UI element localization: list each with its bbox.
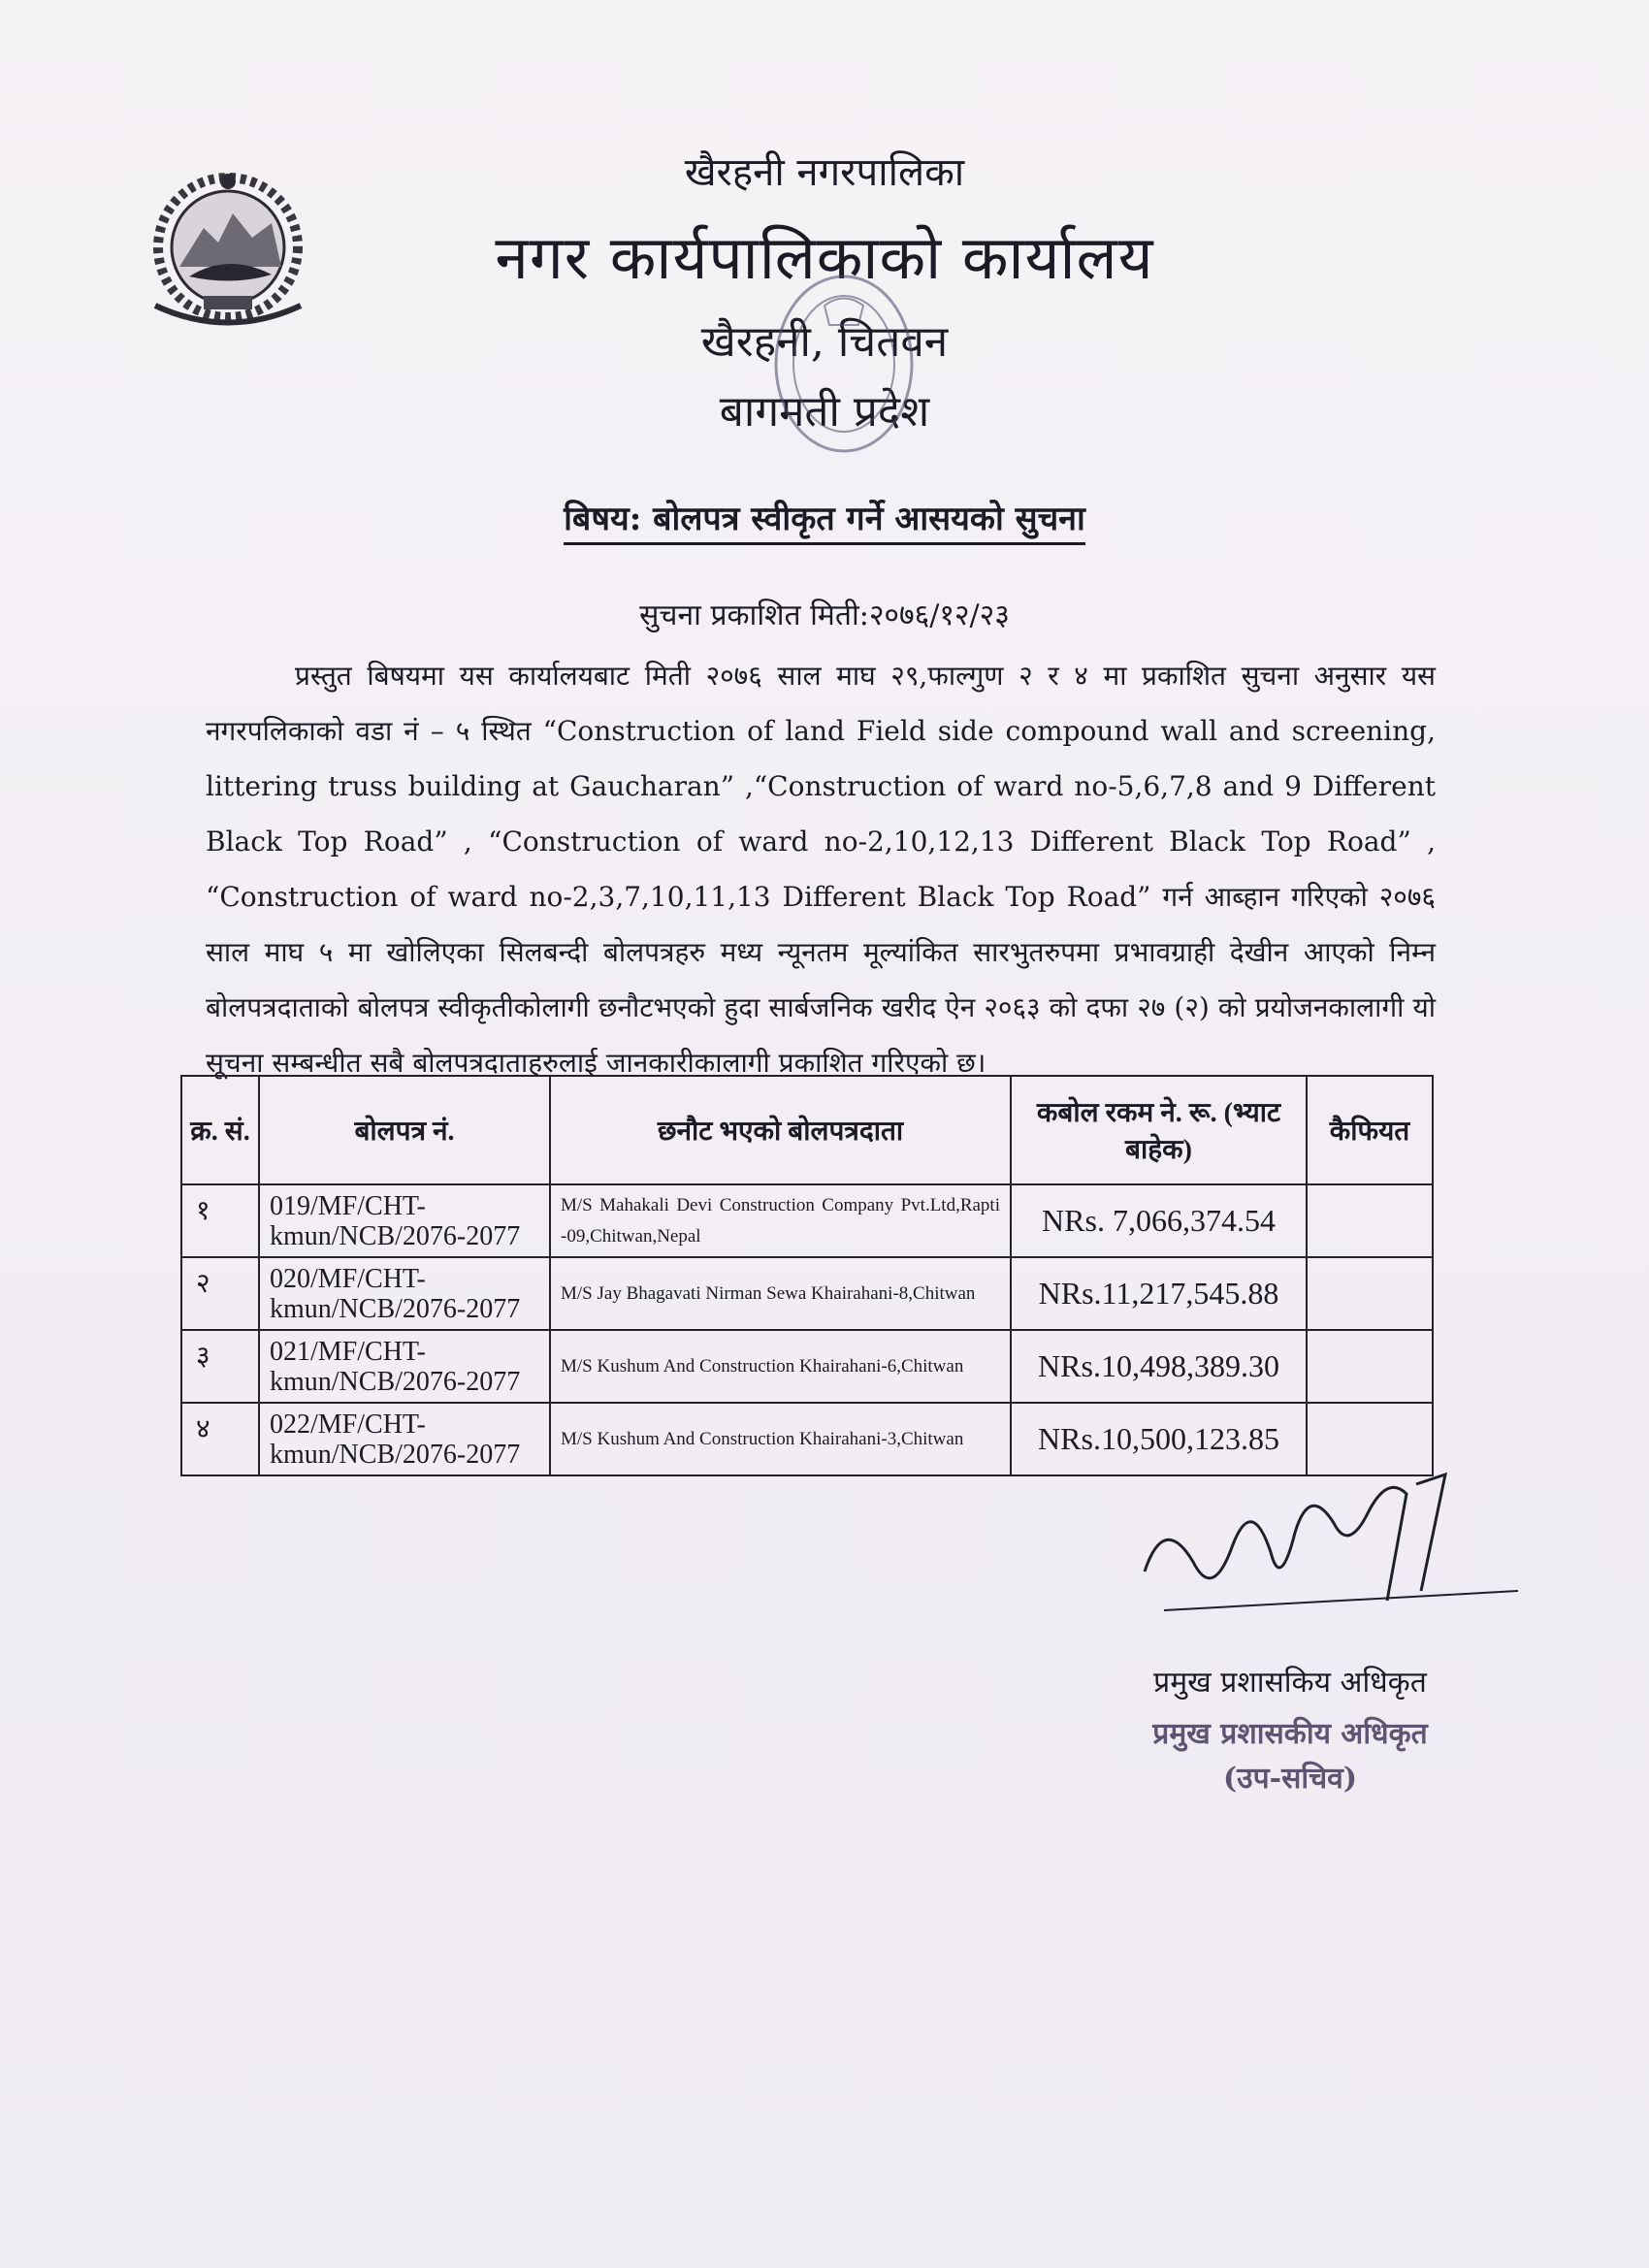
col-header-bidder: छनौट भएको बोलपत्रदाता bbox=[550, 1076, 1011, 1184]
cell-bidder: M/S Mahakali Devi Construction Company Pvt.Ltd,Rapti -09,Chitwan,Nepal bbox=[550, 1184, 1011, 1257]
col-header-sn: क्र. सं. bbox=[181, 1076, 259, 1184]
signatory-stamp bbox=[1125, 1712, 1455, 1801]
signatory-stamp-line2: (उप-सचिव) bbox=[1222, 1762, 1358, 1796]
notice-body-text: प्रस्तुत बिषयमा यस कार्यालयबाट मिती २०७६ साल माघ २९,फाल्गुण २ र ४ मा प्रकाशित सुचना अनुसार यस नगरपलिकाको वडा नं – ५ स्थित “Construction of land Field side compound wall and screening, littering truss building at Gaucharan” ,“Construction of ward no-5,6,7,8 and 9 Different Black Top Road” , “Construction of ward no-2,10,12,13 Different Black Top Road” , “Construction of ward no-2,3,7,10,11,13 Different Black Top Road” गर्न आब्हान गरिएको २०७६ साल माघ ५ मा खोलिएका सिलबन्दी बोलपत्रहरु मध्य न्यूनतम मूल्यांकित सारभुतरुपमा प्रभावग्राही देखीन आएको निम्न बोलपत्रदाताको बोलपत्र स्वीकृतीकोलागी छनौटभएको हुदा सार्बजनिक खरीद ऐन २०६३ को दफा २७ (२) को प्रयोजनकालागी यो सूचना सम्बन्धीत सबै बोलपत्रदाताहरुलाई जानकारीकालागी प्रकाशित गरिएको छ। bbox=[206, 660, 1436, 1079]
cell-amount: NRs.11,217,545.88 bbox=[1011, 1257, 1307, 1330]
table-row bbox=[181, 1184, 1433, 1257]
publication-date: सुचना प्रकाशित मिती:२०७६/१२/२३ bbox=[639, 599, 1010, 632]
col-header-amount: कबोल रकम ने. रू. (भ्याट बाहेक) bbox=[1011, 1076, 1307, 1184]
cell-bidder: M/S Kushum And Construction Khairahani-6,Chitwan bbox=[550, 1330, 1011, 1403]
table-header-row bbox=[181, 1076, 1433, 1184]
cell-remarks bbox=[1307, 1330, 1433, 1403]
cell-bid-number: 019/MF/CHT-kmun/NCB/2076-2077 bbox=[259, 1184, 550, 1257]
cell-bid-number: 020/MF/CHT-kmun/NCB/2076-2077 bbox=[259, 1257, 550, 1330]
cell-sn: ३ bbox=[181, 1330, 259, 1403]
accepted-bids-table bbox=[180, 1075, 1434, 1476]
table-row bbox=[181, 1257, 1433, 1330]
cell-sn: ४ bbox=[181, 1403, 259, 1475]
notice-body bbox=[206, 648, 1436, 1090]
handwritten-signature bbox=[1125, 1455, 1533, 1639]
cell-bidder: M/S Kushum And Construction Khairahani-3,Chitwan bbox=[550, 1403, 1011, 1475]
municipality-name: खैरहनी नगरपालिका bbox=[684, 150, 965, 195]
col-header-remarks: कैफियत bbox=[1307, 1076, 1433, 1184]
cell-amount: NRs.10,498,389.30 bbox=[1011, 1330, 1307, 1403]
cell-sn: २ bbox=[181, 1257, 259, 1330]
province-name: बागमती प्रदेश bbox=[719, 387, 930, 437]
cell-bidder: M/S Jay Bhagavati Nirman Sewa Khairahani-8,Chitwan bbox=[550, 1257, 1011, 1330]
cell-bid-number: 021/MF/CHT-kmun/NCB/2076-2077 bbox=[259, 1330, 550, 1403]
cell-bid-number: 022/MF/CHT-kmun/NCB/2076-2077 bbox=[259, 1403, 550, 1475]
office-title: नगर कार्यपालिकाको कार्यालय bbox=[495, 222, 1154, 293]
table-row bbox=[181, 1330, 1433, 1403]
col-header-bid-number: बोलपत्र नं. bbox=[259, 1076, 550, 1184]
cell-amount: NRs. 7,066,374.54 bbox=[1011, 1184, 1307, 1257]
office-location: खैरहनी, चितवन bbox=[700, 317, 949, 367]
cell-amount: NRs.10,500,123.85 bbox=[1011, 1403, 1307, 1475]
notice-subject: बिषय: बोलपत्र स्वीकृत गर्ने आसयको सुचना bbox=[0, 495, 1649, 539]
cell-remarks bbox=[1307, 1257, 1433, 1330]
office-round-stamp bbox=[766, 267, 922, 461]
cell-remarks bbox=[1307, 1184, 1433, 1257]
cell-sn: १ bbox=[181, 1184, 259, 1257]
signatory-stamp-line1: प्रमुख प्रशासकीय अधिकृत bbox=[1152, 1717, 1428, 1751]
signatory-title: प्रमुख प्रशासकिय अधिकृत bbox=[1153, 1666, 1427, 1700]
